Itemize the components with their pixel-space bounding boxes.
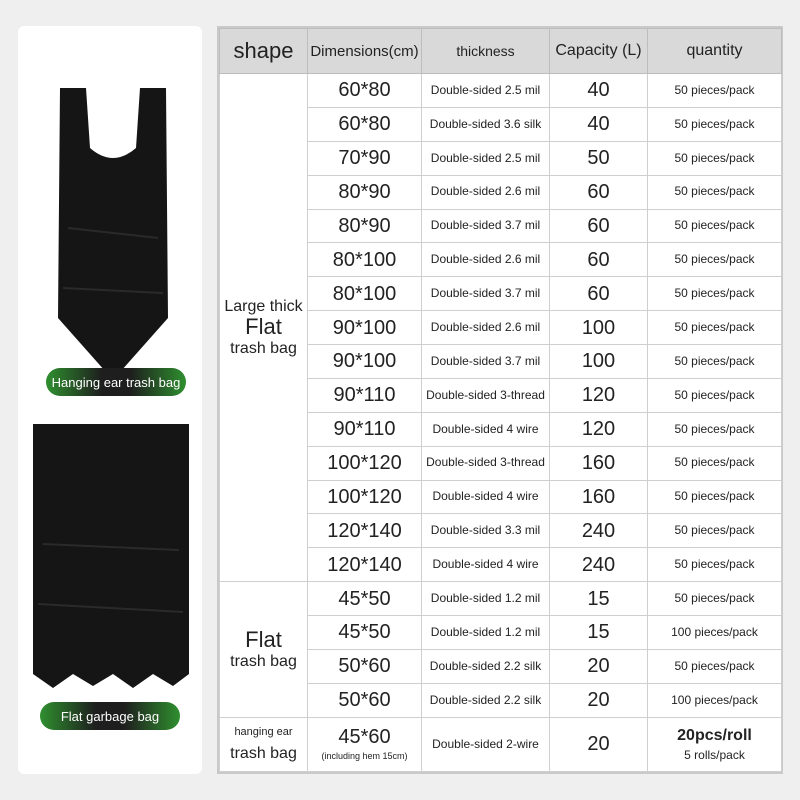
capacity-cell: 120	[550, 378, 648, 412]
quantity-cell	[648, 649, 782, 683]
spec-table	[219, 28, 782, 772]
quantity-value: 50 pieces/pack	[674, 82, 755, 97]
capacity-cell: 40	[550, 107, 648, 141]
shape-cell	[220, 74, 308, 582]
thickness-cell: Double-sided 4 wire	[422, 412, 550, 446]
quantity-cell	[648, 243, 782, 277]
capacity-cell: 60	[550, 243, 648, 277]
thickness-cell: Double-sided 1.2 mil	[422, 616, 550, 650]
dimension-value: 90*110	[333, 384, 396, 407]
quantity-value: 50 pieces/pack	[674, 489, 755, 504]
flat-garbage-label: Flat garbage bag	[40, 702, 180, 730]
spec-table-container	[217, 26, 783, 774]
shape-label-line: trash bag	[230, 339, 297, 357]
table-header-row	[220, 29, 782, 74]
thickness-cell: Double-sided 3-thread	[422, 446, 550, 480]
capacity-cell: 15	[550, 616, 648, 650]
table-row	[220, 717, 782, 771]
quantity-value: 50 pieces/pack	[674, 286, 755, 301]
dimension-cell	[308, 412, 422, 446]
dimension-cell	[308, 514, 422, 548]
capacity-cell: 60	[550, 209, 648, 243]
quantity-cell	[648, 277, 782, 311]
dimension-value: 50*60	[338, 655, 391, 678]
quantity-cell	[648, 412, 782, 446]
table-row	[220, 74, 782, 108]
dimension-cell	[308, 74, 422, 108]
dimension-value: 100*120	[327, 485, 402, 508]
flat-garbage-bag-image	[33, 424, 189, 690]
dimension-value: 60*80	[338, 79, 391, 102]
quantity-value: 50 pieces/pack	[674, 455, 755, 470]
quantity-value: 50 pieces/pack	[674, 353, 755, 368]
quantity-value: 50 pieces/pack	[674, 184, 755, 199]
capacity-cell: 120	[550, 412, 648, 446]
dimension-cell	[308, 717, 422, 771]
thickness-cell: Double-sided 2.6 mil	[422, 243, 550, 277]
dimension-value: 90*100	[332, 316, 397, 339]
quantity-cell	[648, 311, 782, 345]
thickness-cell: Double-sided 2.2 silk	[422, 683, 550, 717]
capacity-cell: 160	[550, 480, 648, 514]
dimension-cell	[308, 141, 422, 175]
quantity-cell	[648, 141, 782, 175]
dimension-cell	[308, 345, 422, 379]
quantity-value: 50 pieces/pack	[674, 557, 755, 572]
shape-label-line: hanging ear	[234, 726, 293, 739]
quantity-cell	[648, 345, 782, 379]
thickness-cell: Double-sided 3.7 mil	[422, 345, 550, 379]
dimension-cell	[308, 683, 422, 717]
quantity-cell	[648, 548, 782, 582]
capacity-cell: 240	[550, 514, 648, 548]
capacity-cell: 20	[550, 683, 648, 717]
capacity-cell: 160	[550, 446, 648, 480]
quantity-value: 50 pieces/pack	[674, 319, 755, 334]
quantity-value: 50 pieces/pack	[674, 590, 755, 605]
thickness-cell: Double-sided 2.5 mil	[422, 74, 550, 108]
thickness-cell: Double-sided 4 wire	[422, 480, 550, 514]
header-quantity: quantity	[648, 29, 782, 74]
quantity-cell	[648, 514, 782, 548]
quantity-value: 50 pieces/pack	[674, 150, 755, 165]
quantity-cell	[648, 107, 782, 141]
capacity-cell: 60	[550, 175, 648, 209]
dimension-cell	[308, 446, 422, 480]
dimension-value: 80*90	[338, 214, 391, 237]
capacity-cell: 20	[550, 649, 648, 683]
dimension-cell	[308, 277, 422, 311]
capacity-cell: 50	[550, 141, 648, 175]
header-capacity: Capacity (L)	[550, 29, 648, 74]
quantity-value: 50 pieces/pack	[674, 421, 755, 436]
capacity-cell: 100	[550, 311, 648, 345]
dimension-value: 70*90	[338, 147, 391, 170]
quantity-cell	[648, 209, 782, 243]
quantity-value: 50 pieces/pack	[674, 252, 755, 267]
quantity-cell	[648, 175, 782, 209]
quantity-value: 50 pieces/pack	[674, 658, 755, 673]
capacity-cell: 60	[550, 277, 648, 311]
dimension-value: 50*60	[338, 689, 391, 712]
dimension-cell	[308, 107, 422, 141]
header-thickness: thickness	[422, 29, 550, 74]
quantity-note: 5 rolls/pack	[684, 747, 745, 762]
quantity-cell	[648, 480, 782, 514]
dimension-cell	[308, 243, 422, 277]
dimension-cell	[308, 649, 422, 683]
dimension-value: 45*50	[338, 621, 391, 644]
thickness-cell: Double-sided 1.2 mil	[422, 582, 550, 616]
quantity-value: 100 pieces/pack	[671, 624, 758, 639]
quantity-cell	[648, 717, 782, 771]
quantity-value: 50 pieces/pack	[674, 116, 755, 131]
header-shape: shape	[220, 29, 308, 74]
quantity-value: 50 pieces/pack	[674, 387, 755, 402]
product-images-panel	[18, 26, 202, 774]
thickness-cell: Double-sided 2.5 mil	[422, 141, 550, 175]
dimension-value: 80*90	[338, 181, 391, 204]
quantity-value: 50 pieces/pack	[674, 218, 755, 233]
table-row	[220, 582, 782, 616]
thickness-cell: Double-sided 2.2 silk	[422, 649, 550, 683]
dimension-value: 60*80	[338, 113, 391, 136]
capacity-cell: 15	[550, 582, 648, 616]
dimension-cell	[308, 616, 422, 650]
dimension-cell	[308, 209, 422, 243]
thickness-cell: Double-sided 2.6 mil	[422, 175, 550, 209]
shape-label-line: Flat	[245, 627, 282, 653]
capacity-cell: 40	[550, 74, 648, 108]
thickness-cell: Double-sided 4 wire	[422, 548, 550, 582]
shape-label-line: trash bag	[230, 744, 297, 762]
quantity-cell	[648, 446, 782, 480]
header-dimensions: Dimensions(cm)	[308, 29, 422, 74]
shape-cell	[220, 717, 308, 771]
dimension-value: 45*50	[338, 587, 391, 610]
quantity-cell	[648, 616, 782, 650]
dimension-cell	[308, 378, 422, 412]
thickness-cell: Double-sided 2.6 mil	[422, 311, 550, 345]
thickness-cell: Double-sided 3.6 silk	[422, 107, 550, 141]
dimension-cell	[308, 480, 422, 514]
capacity-cell: 100	[550, 345, 648, 379]
thickness-cell: Double-sided 3.7 mil	[422, 209, 550, 243]
dimension-value: 100*120	[327, 452, 402, 475]
quantity-cell	[648, 74, 782, 108]
thickness-cell: Double-sided 3.3 mil	[422, 514, 550, 548]
capacity-cell: 240	[550, 548, 648, 582]
capacity-cell: 20	[550, 717, 648, 771]
quantity-value: 50 pieces/pack	[674, 523, 755, 538]
thickness-cell: Double-sided 2-wire	[422, 717, 550, 771]
quantity-value: 20pcs/roll	[677, 726, 752, 744]
dimension-cell	[308, 311, 422, 345]
table-body	[220, 74, 782, 772]
dimension-value: 90*110	[333, 418, 396, 441]
dimension-value: 90*100	[332, 350, 397, 373]
dimension-cell	[308, 548, 422, 582]
shape-cell	[220, 582, 308, 718]
quantity-cell	[648, 378, 782, 412]
thickness-cell: Double-sided 3.7 mil	[422, 277, 550, 311]
dimension-value: 80*100	[332, 282, 397, 305]
shape-label-line: trash bag	[230, 652, 297, 670]
hanging-ear-label: Hanging ear trash bag	[46, 368, 186, 396]
dimension-note: (including hem 15cm)	[321, 751, 408, 762]
dimension-cell	[308, 582, 422, 616]
dimension-value: 80*100	[332, 248, 397, 271]
shape-label-line: Flat	[245, 314, 282, 340]
shape-label-line: Large thick	[224, 297, 303, 315]
quantity-value: 100 pieces/pack	[671, 692, 758, 707]
dimension-value: 120*140	[327, 519, 402, 542]
dimension-value: 45*60	[338, 726, 391, 749]
dimension-value: 120*140	[327, 553, 402, 576]
quantity-cell	[648, 582, 782, 616]
hanging-ear-bag-image	[48, 88, 178, 388]
dimension-cell	[308, 175, 422, 209]
quantity-cell	[648, 683, 782, 717]
thickness-cell: Double-sided 3-thread	[422, 378, 550, 412]
